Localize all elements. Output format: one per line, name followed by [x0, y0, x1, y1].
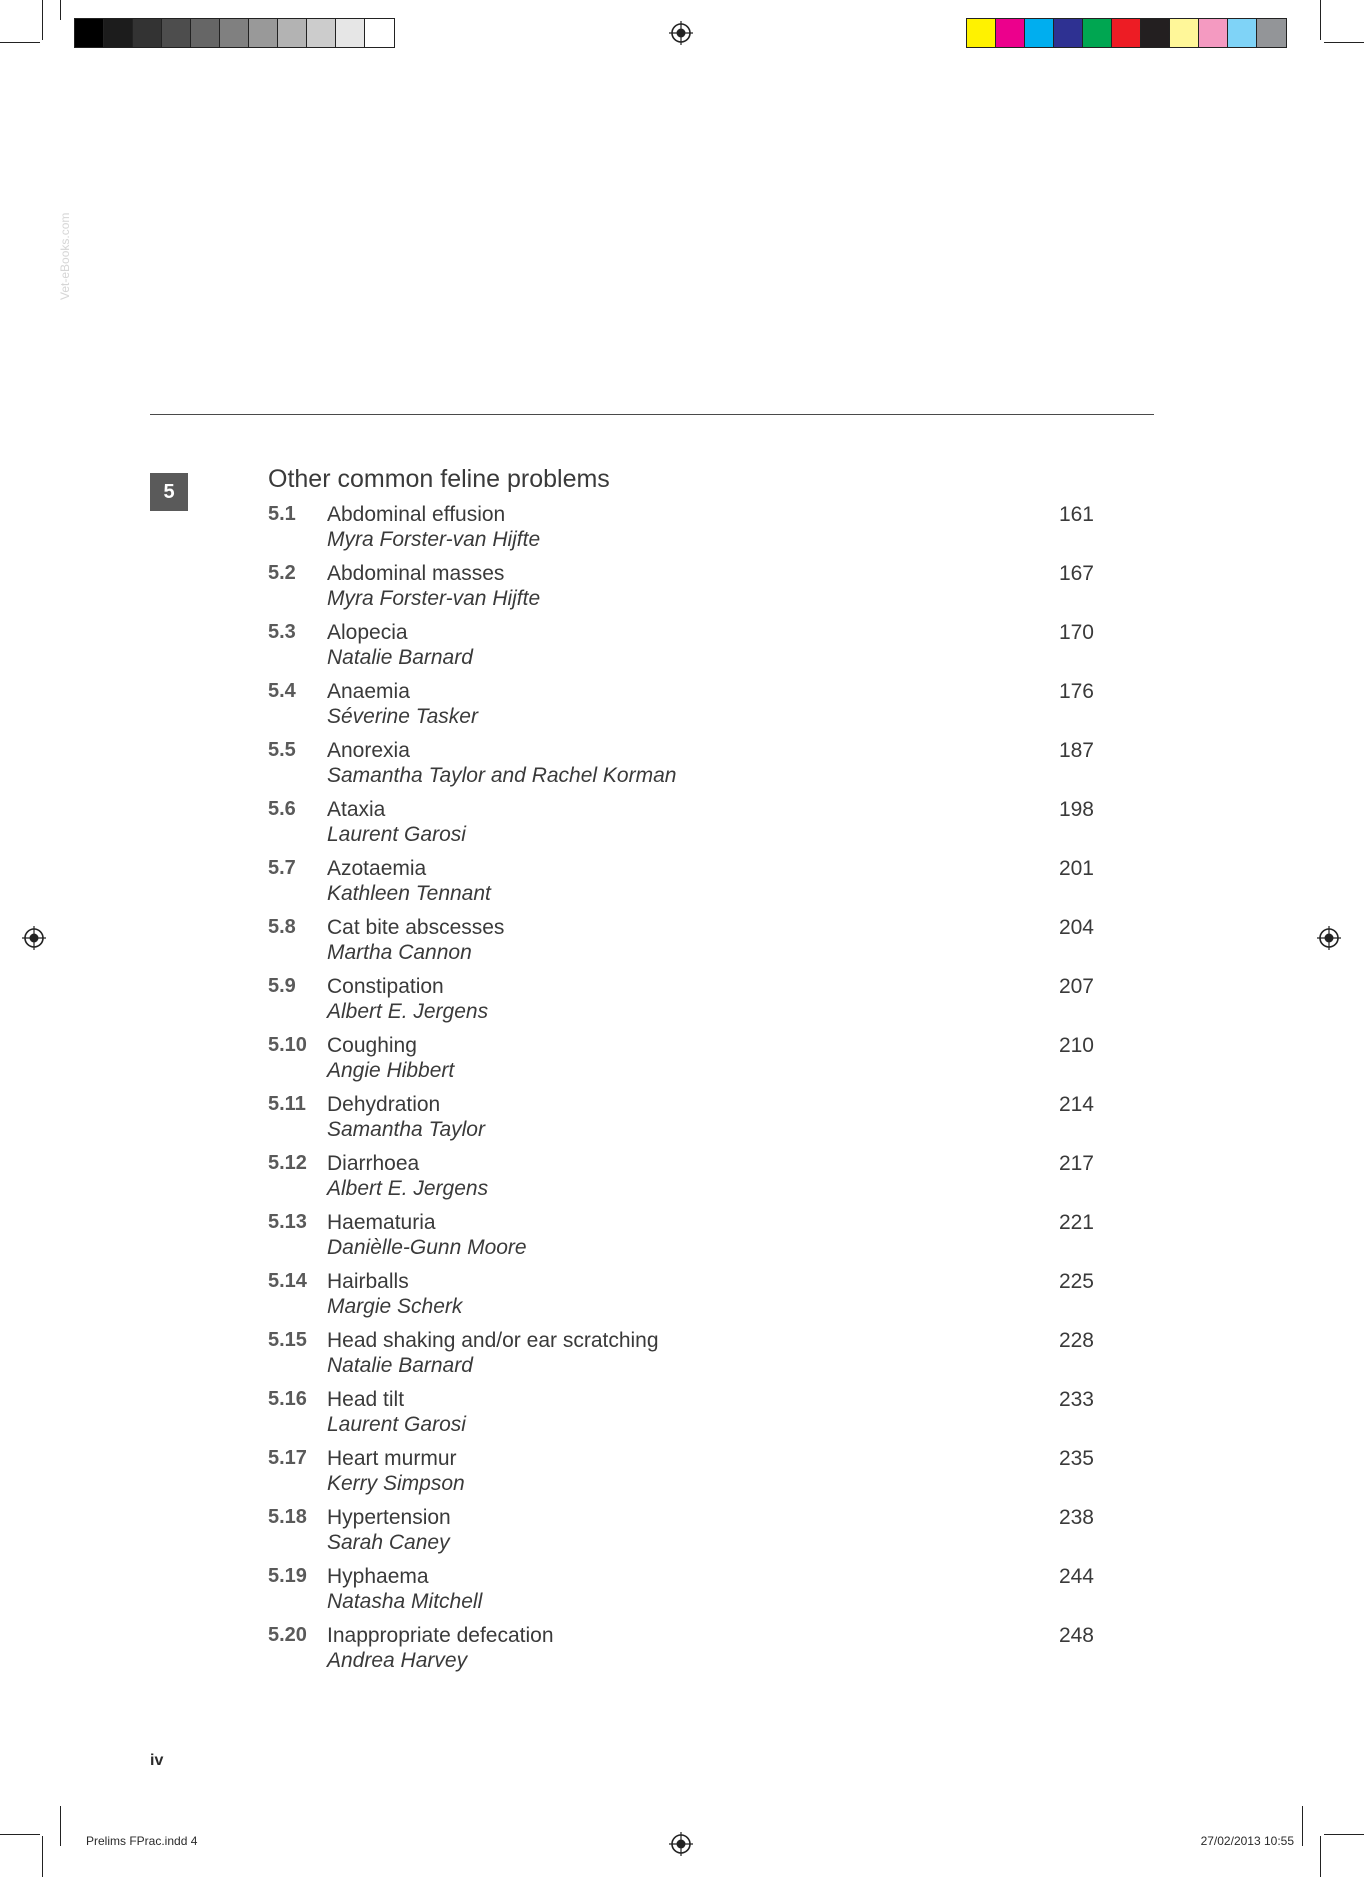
chapter-number-badge: 5: [150, 473, 188, 511]
color-swatch: [104, 19, 133, 47]
entry-page-number: 235: [1058, 1447, 1094, 1470]
entry-title: Constipation: [327, 975, 444, 998]
crop-mark: [60, 0, 61, 20]
toc-entry: [268, 798, 1094, 857]
toc-entry: [268, 503, 1094, 562]
entry-number: 5.11: [268, 1093, 306, 1115]
crop-mark: [1320, 1836, 1321, 1877]
registration-mark-icon: [669, 21, 693, 45]
entry-page-number: 167: [1058, 562, 1094, 585]
toc-entry: [268, 1270, 1094, 1329]
registration-mark-icon: [669, 1832, 693, 1856]
color-swatch: [133, 19, 162, 47]
entry-number: 5.6: [268, 798, 296, 820]
entry-number: 5.2: [268, 562, 296, 584]
entry-author: Kathleen Tennant: [327, 882, 491, 905]
registration-mark-icon: [1317, 926, 1341, 950]
entry-number: 5.9: [268, 975, 296, 997]
entry-title: Coughing: [327, 1034, 417, 1057]
entry-number: 5.7: [268, 857, 296, 879]
entry-title: Anaemia: [327, 680, 410, 703]
entry-author: Martha Cannon: [327, 941, 472, 964]
toc-entry: [268, 1624, 1094, 1683]
crop-mark: [60, 1806, 61, 1846]
color-swatch: [365, 19, 394, 47]
color-swatch: [162, 19, 191, 47]
entry-page-number: 170: [1058, 621, 1094, 644]
toc-entry: [268, 975, 1094, 1034]
entry-page-number: 217: [1058, 1152, 1094, 1175]
entry-title: Hypertension: [327, 1506, 451, 1529]
color-swatch: [1257, 19, 1286, 47]
entry-author: Samantha Taylor: [327, 1118, 485, 1141]
entry-number: 5.12: [268, 1152, 307, 1174]
entry-title: Haematuria: [327, 1211, 436, 1234]
entry-number: 5.17: [268, 1447, 307, 1469]
crop-mark: [42, 1836, 43, 1877]
entry-page-number: 210: [1058, 1034, 1094, 1057]
entry-number: 5.16: [268, 1388, 307, 1410]
toc-entry: [268, 916, 1094, 975]
toc-entry: [268, 1506, 1094, 1565]
entry-author: Myra Forster-van Hijfte: [327, 528, 541, 551]
entry-title: Diarrhoea: [327, 1152, 420, 1175]
color-swatch: [1199, 19, 1228, 47]
entry-page-number: 248: [1058, 1624, 1094, 1647]
entry-page-number: 204: [1058, 916, 1094, 939]
color-swatch: [1083, 19, 1112, 47]
entry-author: Andrea Harvey: [327, 1649, 468, 1672]
entry-number: 5.20: [268, 1624, 307, 1646]
entry-page-number: 214: [1058, 1093, 1094, 1116]
entry-author: Samantha Taylor and Rachel Korman: [327, 764, 677, 787]
toc-entry: [268, 562, 1094, 621]
entry-title: Anorexia: [327, 739, 410, 762]
color-swatch: [1170, 19, 1199, 47]
entry-number: 5.18: [268, 1506, 307, 1528]
toc-entry: [268, 621, 1094, 680]
color-swatch: [1025, 19, 1054, 47]
color-swatch: [1228, 19, 1257, 47]
entry-page-number: 201: [1058, 857, 1094, 880]
color-swatch: [336, 19, 365, 47]
entry-title: Abdominal effusion: [327, 503, 506, 526]
entry-title: Head shaking and/or ear scratching: [327, 1329, 659, 1352]
color-swatch: [996, 19, 1025, 47]
entry-author: Sarah Caney: [327, 1531, 450, 1554]
entry-author: Laurent Garosi: [327, 823, 466, 846]
entry-page-number: 228: [1058, 1329, 1094, 1352]
watermark: Vet-eBooks.com: [58, 212, 72, 300]
crop-mark: [1302, 1806, 1303, 1846]
entry-author: Natalie Barnard: [327, 646, 473, 669]
entry-title: Azotaemia: [327, 857, 427, 880]
entry-author: Kerry Simpson: [327, 1472, 465, 1495]
entry-number: 5.3: [268, 621, 296, 643]
toc-entry: [268, 680, 1094, 739]
entry-author: Angie Hibbert: [327, 1059, 455, 1082]
color-swatch: [249, 19, 278, 47]
crop-mark: [1324, 42, 1364, 43]
entry-page-number: 233: [1058, 1388, 1094, 1411]
entry-number: 5.14: [268, 1270, 307, 1292]
color-swatch: [220, 19, 249, 47]
entry-number: 5.4: [268, 680, 296, 702]
entry-page-number: 207: [1058, 975, 1094, 998]
entry-title: Inappropriate defecation: [327, 1624, 554, 1647]
entry-title: Ataxia: [327, 798, 386, 821]
toc-entry: [268, 1329, 1094, 1388]
color-swatch: [967, 19, 996, 47]
toc-entry: [268, 1152, 1094, 1211]
entry-page-number: 244: [1058, 1565, 1094, 1588]
section-title: Other common feline problems: [268, 465, 610, 493]
entry-title: Heart murmur: [327, 1447, 457, 1470]
toc-entry: [268, 1565, 1094, 1624]
entry-title: Cat bite abscesses: [327, 916, 505, 939]
entry-author: Danièlle-Gunn Moore: [327, 1236, 527, 1259]
crop-mark: [0, 42, 40, 43]
toc-entry: [268, 1093, 1094, 1152]
entry-title: Head tilt: [327, 1388, 405, 1411]
entry-page-number: 198: [1058, 798, 1094, 821]
process-color-bar: [966, 18, 1287, 48]
entry-page-number: 238: [1058, 1506, 1094, 1529]
entry-author: Myra Forster-van Hijfte: [327, 587, 541, 610]
color-swatch: [191, 19, 220, 47]
entry-page-number: 161: [1058, 503, 1094, 526]
entry-author: Natalie Barnard: [327, 1354, 473, 1377]
entry-number: 5.10: [268, 1034, 307, 1056]
toc-entry: [268, 1211, 1094, 1270]
entry-title: Abdominal masses: [327, 562, 505, 585]
slug-right: 27/02/2013 10:55: [1200, 1834, 1294, 1848]
entry-title: Hairballs: [327, 1270, 409, 1293]
entry-number: 5.13: [268, 1211, 307, 1233]
horizontal-rule: [150, 414, 1154, 415]
color-swatch: [1141, 19, 1170, 47]
crop-mark: [1324, 1834, 1364, 1835]
page-folio: iv: [150, 1752, 164, 1769]
entry-author: Séverine Tasker: [327, 705, 478, 728]
color-swatch: [1054, 19, 1083, 47]
entry-page-number: 176: [1058, 680, 1094, 703]
toc-entry: [268, 739, 1094, 798]
entry-number: 5.15: [268, 1329, 307, 1351]
entry-author: Albert E. Jergens: [327, 1177, 489, 1200]
gray-color-bar: [74, 18, 395, 48]
entry-author: Natasha Mitchell: [327, 1590, 483, 1613]
entry-author: Margie Scherk: [327, 1295, 463, 1318]
entry-number: 5.8: [268, 916, 296, 938]
crop-mark: [0, 1834, 40, 1835]
crop-mark: [42, 0, 43, 40]
entry-author: Laurent Garosi: [327, 1413, 466, 1436]
entry-page-number: 225: [1058, 1270, 1094, 1293]
color-swatch: [278, 19, 307, 47]
entry-page-number: 221: [1058, 1211, 1094, 1234]
entry-title: Dehydration: [327, 1093, 441, 1116]
entry-number: 5.19: [268, 1565, 307, 1587]
color-swatch: [307, 19, 336, 47]
table-of-contents: [268, 503, 1094, 1683]
entry-title: Alopecia: [327, 621, 408, 644]
toc-entry: [268, 857, 1094, 916]
color-swatch: [75, 19, 104, 47]
color-swatch: [1112, 19, 1141, 47]
entry-title: Hyphaema: [327, 1565, 429, 1588]
slug-left: Prelims FPrac.indd 4: [86, 1834, 198, 1848]
crop-mark: [1320, 0, 1321, 40]
entry-number: 5.1: [268, 503, 296, 525]
entry-number: 5.5: [268, 739, 296, 761]
toc-entry: [268, 1034, 1094, 1093]
entry-author: Albert E. Jergens: [327, 1000, 489, 1023]
entry-page-number: 187: [1058, 739, 1094, 762]
registration-mark-icon: [22, 926, 46, 950]
toc-entry: [268, 1447, 1094, 1506]
toc-entry: [268, 1388, 1094, 1447]
